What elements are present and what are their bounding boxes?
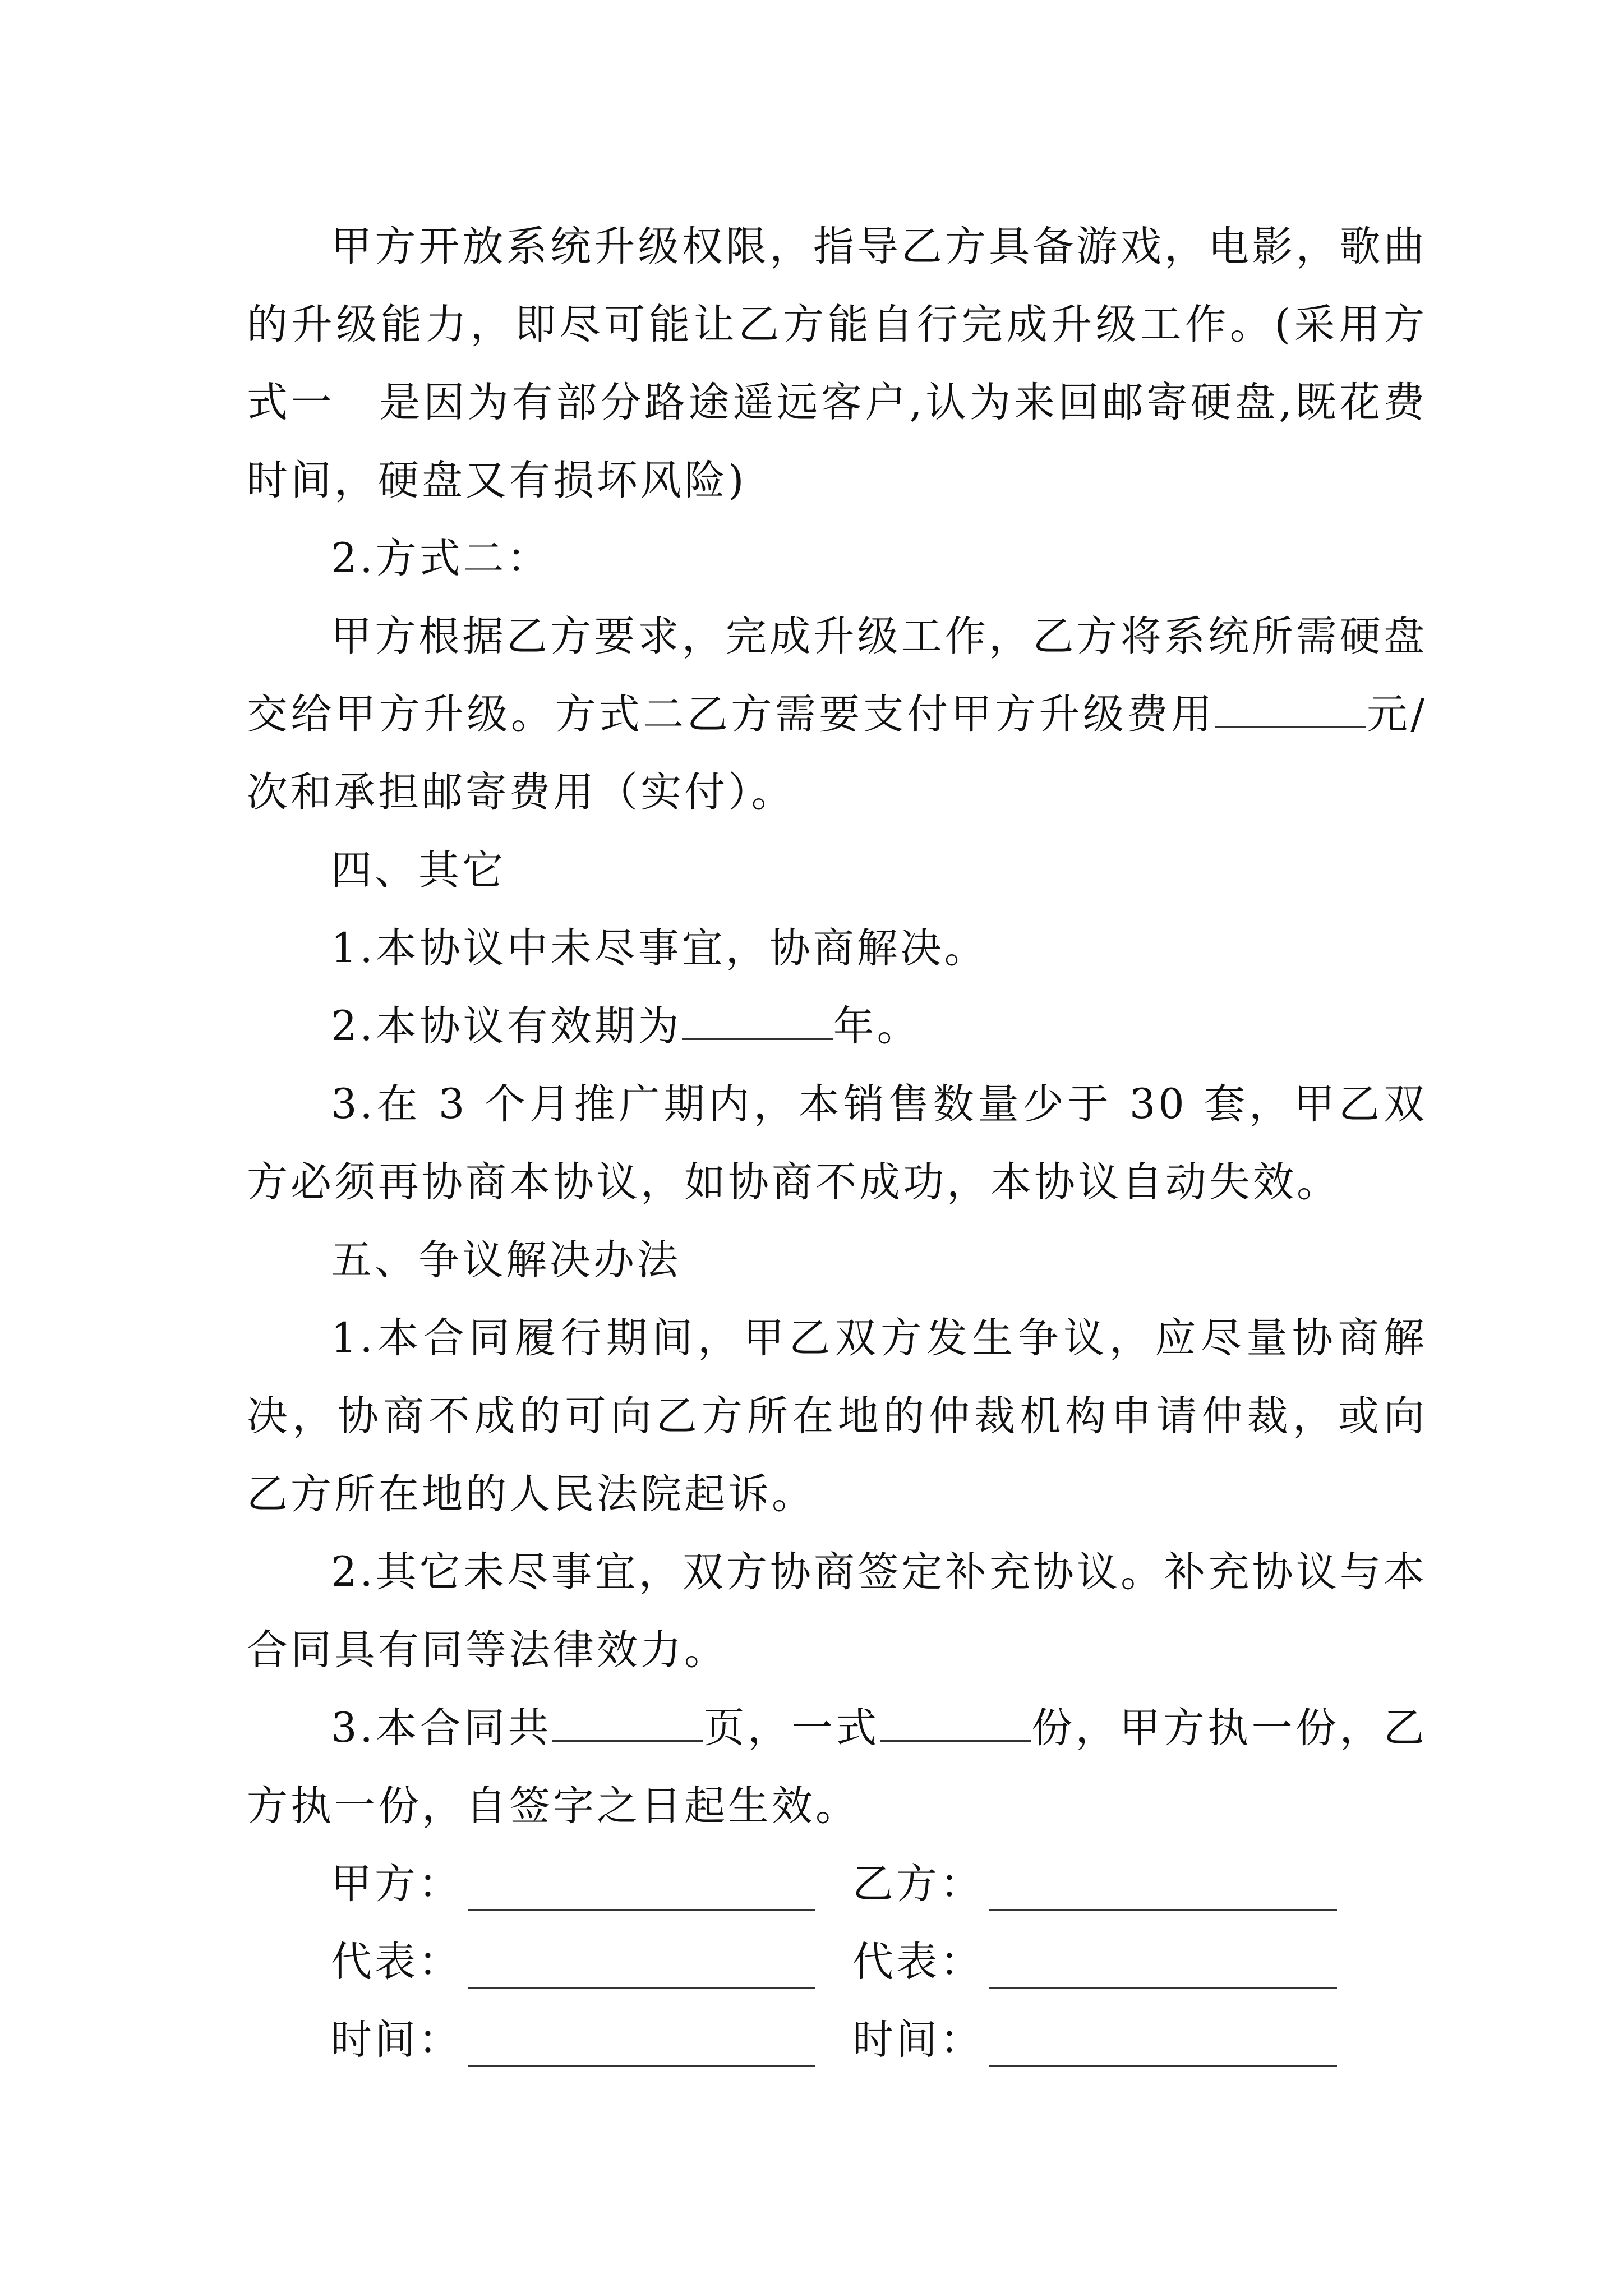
signature-row-representative [247, 1923, 1427, 2001]
heading-others: 四、其它 [331, 846, 506, 894]
validity-text: 2.本协议有效期为 [331, 1002, 682, 1050]
rep-b-cell [852, 1923, 1374, 2001]
validity-years-blank [682, 1001, 833, 1040]
time-a-cell [331, 2001, 852, 2079]
rep-b-signature-line[interactable] [989, 1953, 1337, 1989]
paragraph-dispute-3 [247, 1689, 1427, 1845]
validity-tail: 年。 [833, 1002, 921, 1050]
party-a-label: 甲方： [331, 1860, 462, 1908]
party-a-signature-line[interactable] [468, 1875, 815, 1911]
rep-a-label: 代表： [331, 1938, 462, 1986]
signature-row-party [247, 1845, 1427, 1923]
time-a-label: 时间： [331, 2016, 462, 2064]
paragraph-validity [247, 987, 1427, 1065]
copies-tail: 份，甲方执一份，乙方执一份，自签字之日起生效。 [247, 1704, 1428, 1830]
party-a-cell [331, 1845, 852, 1923]
contract-body [247, 208, 1427, 2079]
party-b-cell [852, 1845, 1374, 1923]
party-b-label: 乙方： [852, 1860, 984, 1908]
paragraph-promotion: 3.在 3 个月推广期内，本销售数量少于 30 套，甲乙双方必须再协商本协议，如协商不成功，本协议自动失效。 [247, 1080, 1427, 1206]
paragraph-others-1: 1.本协议中未尽事宜，协商解决。 [331, 924, 988, 972]
upgrade-fee-blank [1215, 689, 1366, 728]
copy-count-blank [880, 1703, 1031, 1742]
rep-b-label: 代表： [852, 1938, 984, 1986]
method-two-text: 甲方根据乙方要求，完成升级工作，乙方将系统所需硬盘交给甲方升级。方式二乙方需要支付甲方升级费用 [247, 613, 1427, 738]
pages-text: 3.本合同共 [331, 1704, 552, 1752]
time-b-label: 时间： [852, 2016, 984, 2064]
paragraph-dispute-1: 1.本合同履行期间，甲乙双方发生争议，应尽量协商解决，协商不成的可向乙方所在地的仲裁机构申请仲裁，或向乙方所在地的人民法院起诉。 [247, 1314, 1427, 1518]
time-b-cell [852, 2001, 1374, 2079]
signature-row-time [247, 2001, 1427, 2079]
heading-method-two: 2.方式二： [331, 535, 551, 582]
rep-a-signature-line[interactable] [468, 1953, 815, 1989]
paragraph-method-two [247, 597, 1427, 831]
copies-text: 页，一式 [703, 1704, 880, 1752]
paragraph-upgrade-method-one: 甲方开放系统升级权限，指导乙方具备游戏，电影，歌曲的升级能力，即尽可能让乙方能自行完成升级工作。(采用方式一 是因为有部分路途遥远客户,认为来回邮寄硬盘,既花费时间，硬盘又有损坏风险) [247, 223, 1427, 504]
time-a-line[interactable] [468, 2031, 815, 2067]
party-b-signature-line[interactable] [989, 1875, 1337, 1911]
page-count-blank [552, 1703, 703, 1742]
rep-a-cell [331, 1923, 852, 2001]
time-b-line[interactable] [989, 2031, 1337, 2067]
paragraph-dispute-2: 2.其它未尽事宜，双方协商签定补充协议。补充协议与本合同具有同等法律效力。 [247, 1548, 1427, 1674]
method-two-tail: 元/次和承担邮寄费用（实付）。 [247, 691, 1427, 816]
heading-dispute: 五、争议解决办法 [331, 1236, 681, 1284]
